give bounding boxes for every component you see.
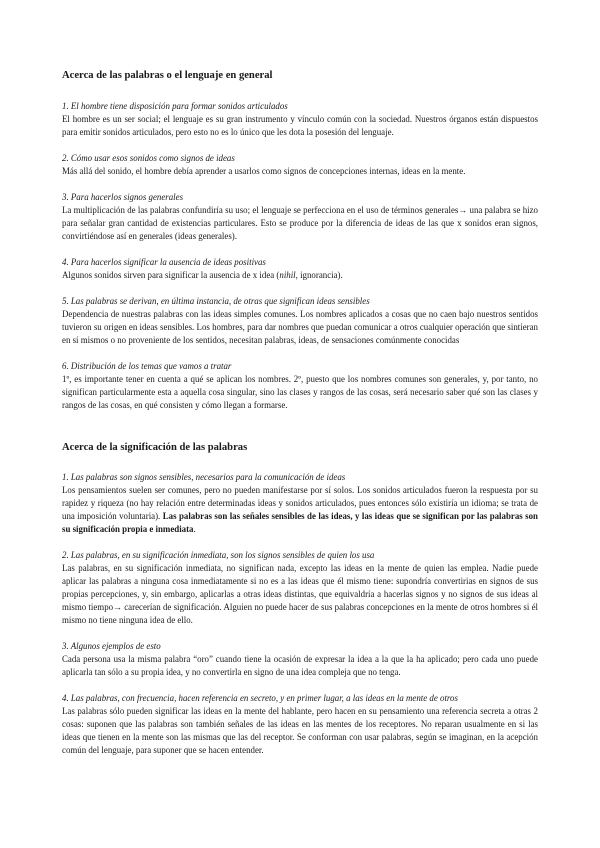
part1-section-3 — [62, 191, 538, 243]
section-body: La multiplicación de las palabras confundiría su uso; el lenguaje se perfecciona en el uso de términos generales→ una palabra se hizo para señalar gran cantidad de existencias particulares. Esto se produce por la diferencia de ideas de las que x sonidos eran signos, convirtiéndose así en generales (ideas generales). — [62, 204, 538, 241]
part1-section-2 — [62, 152, 538, 178]
body-text-pre: Algunos sonidos sirven para significar la ausencia de x idea ( — [62, 269, 280, 280]
section-heading: 4. Las palabras, con frecuencia, hacen referencia en secreto, y en primer lugar, a las ideas en la mente de otros — [62, 693, 458, 704]
part2-section-3 — [62, 640, 538, 679]
part2-title: Acerca de la significación de las palabras — [62, 441, 248, 453]
part1-section-5 — [62, 295, 538, 347]
body-text-emphasis: nihil — [279, 269, 296, 280]
part1-title: Acerca de las palabras o el lenguaje en general — [62, 70, 273, 81]
section-body: Cada persona usa la misma palabra “oro” cuando tiene la ocasión de expresar la idea a la que la ha aplicado; pero cada uno puede aplicarla tan sólo a su propia idea, y no convertirla en signo de una idea compleja que no tenga. — [62, 654, 538, 678]
section-body: Dependencia de nuestras palabras con las ideas simples comunes. Los nombres aplicados a cosas que no caen bajo nuestros sentidos tuvieron su origen en ideas sensibles. Los hombres, para dar nombres que puedan comunicar a otros cualquier operación que sintieran en sí mismos o no proveniente de los sentidos, necesitan palabras, ideas, de sensaciones comúnmente conocidas — [62, 308, 538, 345]
section-heading: 4. Para hacerlos significar la ausencia de ideas positivas — [62, 256, 266, 267]
part1-section-4 — [62, 256, 538, 282]
body-text-post: , ignorancia). — [295, 269, 343, 280]
section-body — [62, 269, 538, 282]
part2-section-2 — [62, 549, 538, 627]
body-text: Los pensamientos suelen ser comunes, pero no pueden manifestarse por sí solos. Los sonidos articulados fueron la respuesta por su rapidez y riqueza (no hay relación entre determinadas ideas y sonidos articulados, pues entonces sólo existiría un idioma; se trata de una imposición voluntaria). — [62, 485, 538, 522]
section-heading: 5. Las palabras se derivan, en última instancia, de otras que significan ideas sensibles — [62, 295, 370, 306]
section-heading: 3. Para hacerlos signos generales — [62, 191, 184, 202]
section-heading: 2. Cómo usar esos sonidos como signos de ideas — [62, 152, 235, 163]
section-heading: 1. El hombre tiene disposición para formar sonidos articulados — [62, 100, 288, 111]
body-text-bold: Las palabras son las señales sensibles de las ideas, y las ideas que se significan por las palabras son su significación propia e inmediata — [62, 511, 538, 535]
part2-section-1 — [62, 471, 538, 536]
section-heading: 3. Algunos ejemplos de esto — [62, 641, 161, 652]
section-body — [62, 484, 538, 536]
section-body: Las palabras sólo pueden significar las ideas en la mente del hablante, pero hacen en su pensamiento una referencia secreta a otras 2 cosas: suponen que las palabras son también señales de las ideas en las mentes de los receptores. No reparan usualmente en si las ideas que tienen en la mente son las mismas que las del receptor. Se conforman con usar palabras, según se imaginan, en la acepción común del lenguaje, para suponer que se hacen entender. — [62, 706, 538, 756]
part1-section-1 — [62, 100, 538, 139]
body-text-end: . — [193, 524, 196, 535]
part1-section-6 — [62, 360, 538, 412]
section-body: Las palabras, en su significación inmediata, no significan nada, excepto las ideas en la mente de quien las emplea. Nadie puede aplicar las palabras a ninguna cosa inmediatamente si no es a las ideas que él mismo tiene: supondría convertirias en signos de sus propias percepciones, y, sin embargo, aplicarlas a otras ideas distintas, que equivaldría a hacerlas signos y no signos de sus ideas al mismo tiempo→ carecerían de significación. Alguien no puede hacer de sus palabras concepciones en la mente de otros hombres si él mismo no tiene ninguna idea de ello. — [62, 563, 538, 626]
section-body: Más allá del sonido, el hombre debía aprender a usarlos como signos de concepciones internas, ideas en la mente. — [62, 165, 466, 176]
section-heading: 2. Las palabras, en su significación inmediata, son los signos sensibles de quien los usa — [62, 550, 375, 561]
part2-section-4 — [62, 692, 538, 757]
section-body: El hombre es un ser social; el lenguaje es su gran instrumento y vínculo común con la sociedad. Nuestros órganos están dispuestos para emitir sonidos articulados, pero esto no es lo único que les dota la posesión del lenguaje. — [62, 113, 538, 137]
section-body: 1º, es importante tener en cuenta a qué se aplican los nombres. 2º, puesto que los nombres comunes son generales, y, por tanto, no significan particularmente esta a aquella cosa singular, sino las clases y rangos de las cosas, será necesario saber qué son las clases y rangos de las cosas, en qué consisten y cómo llegan a formarse. — [62, 373, 538, 410]
section-heading: 1. Las palabras son signos sensibles, necesarios para la comunicación de ideas — [62, 472, 346, 483]
section-heading: 6. Distribución de los temas que vamos a tratar — [62, 360, 232, 371]
